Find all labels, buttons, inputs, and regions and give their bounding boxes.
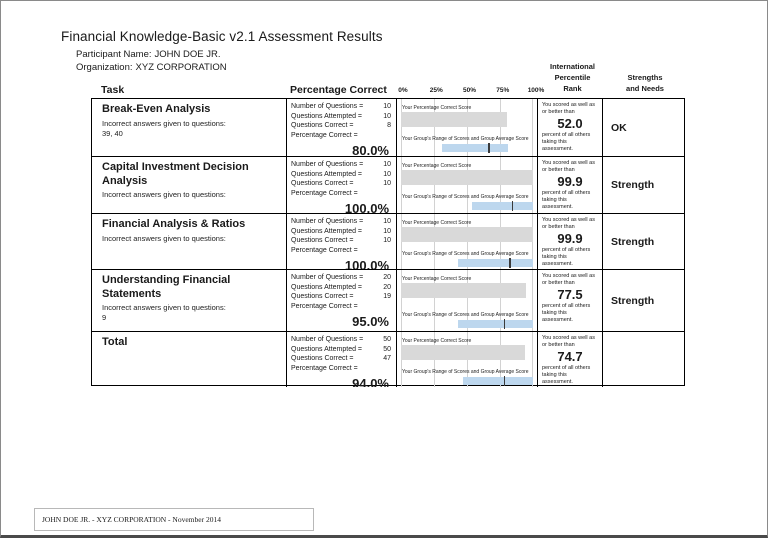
correct-label: Questions Correct =	[291, 180, 354, 187]
attempted-value: 20	[383, 283, 391, 291]
table-row	[92, 270, 684, 332]
attempted-value: 10	[383, 227, 391, 235]
num-questions-label: Number of Questions =	[291, 218, 364, 225]
percentile-suffix: percent of all others taking this assessment.	[542, 303, 591, 323]
percentile-suffix: percent of all others taking this assessment.	[542, 132, 591, 152]
group-average-marker	[512, 201, 514, 211]
attempted-value: 10	[383, 170, 391, 178]
correct-label: Questions Correct =	[291, 293, 354, 300]
task-name: Break-Even Analysis	[102, 103, 211, 115]
pct-correct-label: Percentage Correct =	[291, 246, 358, 254]
correct-label: Questions Correct =	[291, 237, 354, 244]
scores-cell	[287, 332, 397, 387]
attempted-label: Questions Attempted =	[291, 170, 363, 178]
percentile-value: 99.9	[557, 231, 583, 246]
num-questions-value: 10	[383, 103, 391, 110]
percentile-cell	[538, 157, 603, 213]
strength-cell: OK	[611, 121, 627, 134]
organization-line	[76, 62, 227, 73]
pct-correct-label: Percentage Correct =	[291, 189, 358, 197]
correct-value: 10	[383, 180, 391, 187]
pct-correct-label: Percentage Correct =	[291, 131, 358, 139]
table-row	[92, 332, 684, 387]
column-header-strengths-needs: Strengths and Needs	[626, 73, 664, 93]
table-row	[92, 157, 684, 214]
scores-cell	[287, 157, 397, 213]
table-row	[92, 99, 684, 157]
score-bar-label: Your Percentage Correct Score	[402, 276, 472, 282]
percentile-value: 77.5	[557, 287, 583, 302]
bar-chart-cell	[397, 99, 538, 156]
num-questions-label: Number of Questions =	[291, 274, 364, 281]
score-bar-label: Your Percentage Correct Score	[402, 220, 472, 226]
group-bar-label: Your Group's Range of Scores and Group Average Score	[402, 194, 529, 200]
task-name: Understanding Financial Statements	[102, 274, 231, 300]
percentile-suffix: percent of all others taking this assessment.	[542, 247, 591, 267]
percentile-prefix: You scored as well as or better than	[542, 273, 595, 286]
percentile-cell	[538, 332, 603, 387]
column-header-percentile-rank: International Percentile Rank	[549, 62, 595, 93]
score-bar-label: Your Percentage Correct Score	[402, 105, 472, 111]
score-bar-label: Your Percentage Correct Score	[402, 163, 472, 169]
num-questions-value: 50	[383, 336, 391, 343]
task-cell	[92, 332, 287, 387]
group-average-marker	[504, 376, 506, 386]
percentile-cell	[538, 214, 603, 269]
bar-chart-cell	[397, 157, 538, 213]
correct-value: 19	[383, 293, 391, 300]
participant-name: JOHN DOE JR.	[154, 49, 221, 60]
percentage-correct-value: 80.0%	[352, 143, 389, 156]
percentile-prefix: You scored as well as or better than	[542, 335, 595, 348]
percentile-prefix: You scored as well as or better than	[542, 217, 595, 230]
percentile-value: 74.7	[557, 349, 583, 364]
bar-chart-cell	[397, 332, 538, 387]
pct-correct-label: Percentage Correct =	[291, 364, 358, 372]
group-range-bar	[458, 259, 533, 267]
percentage-correct-value: 95.0%	[352, 314, 389, 329]
correct-value: 10	[383, 237, 391, 244]
incorrect-answers-label: Incorrect answers given to questions:	[102, 190, 226, 199]
task-cell	[92, 270, 287, 331]
attempted-value: 50	[383, 345, 391, 353]
num-questions-value: 10	[383, 218, 391, 225]
group-bar-label: Your Group's Range of Scores and Group Average Score	[402, 251, 529, 257]
score-bar	[401, 170, 533, 185]
participant-label: Participant Name:	[76, 49, 152, 60]
bar-chart-cell	[397, 270, 538, 331]
results-table	[91, 98, 685, 386]
table-row	[92, 214, 684, 270]
group-bar-label: Your Group's Range of Scores and Group Average Score	[402, 312, 529, 318]
task-name: Total	[102, 336, 128, 348]
correct-label: Questions Correct =	[291, 122, 354, 129]
attempted-label: Questions Attempted =	[291, 227, 363, 235]
scores-cell	[287, 214, 397, 269]
percentile-prefix: You scored as well as or better than	[542, 160, 595, 173]
percentile-cell	[538, 99, 603, 156]
task-name: Capital Investment Decision Analysis	[102, 161, 249, 187]
correct-value: 8	[387, 122, 391, 129]
axis-tick-75: 75%	[496, 87, 510, 94]
bar-chart-cell	[397, 214, 538, 269]
group-bar-label: Your Group's Range of Scores and Group Average Score	[402, 136, 529, 142]
task-cell	[92, 157, 287, 213]
strength-cell: Strength	[611, 235, 655, 248]
percentile-prefix: You scored as well as or better than	[542, 102, 595, 115]
participant-line	[76, 49, 221, 60]
group-range-bar	[458, 320, 533, 328]
score-bar	[401, 283, 526, 298]
correct-value: 47	[383, 355, 391, 362]
pct-correct-label: Percentage Correct =	[291, 302, 358, 310]
strength-cell: Strength	[611, 294, 655, 307]
percentage-correct-value: 100.0%	[344, 201, 389, 213]
column-header-percentage-correct: Percentage Correct	[290, 84, 387, 96]
percentage-correct-value: 100.0%	[344, 258, 389, 269]
column-header-task: Task	[101, 84, 125, 96]
strength-cell	[603, 332, 683, 387]
percentile-suffix: percent of all others taking this assessment.	[542, 190, 591, 210]
num-questions-label: Number of Questions =	[291, 103, 364, 110]
footer-box	[34, 508, 314, 531]
chart-axis	[398, 87, 545, 97]
scores-cell	[287, 99, 397, 156]
percentile-suffix: percent of all others taking this assessment.	[542, 365, 591, 385]
axis-tick-50: 50%	[462, 87, 477, 94]
group-bar-label: Your Group's Range of Scores and Group Average Score	[402, 369, 529, 375]
percentile-value: 99.9	[557, 174, 583, 189]
attempted-label: Questions Attempted =	[291, 345, 363, 353]
incorrect-answers-label: Incorrect answers given to questions:	[102, 233, 226, 243]
percentile-value: 52.0	[557, 116, 583, 131]
score-bar	[401, 227, 533, 242]
attempted-label: Questions Attempted =	[291, 112, 363, 120]
task-cell	[92, 99, 287, 156]
attempted-value: 10	[383, 112, 391, 120]
axis-tick-0: 0%	[398, 87, 408, 94]
num-questions-value: 10	[383, 161, 391, 168]
score-bar-label: Your Percentage Correct Score	[402, 338, 472, 344]
group-range-bar	[463, 377, 533, 385]
group-average-marker	[488, 143, 490, 153]
group-average-marker	[509, 258, 511, 268]
group-range-bar	[442, 144, 508, 152]
group-average-marker	[504, 319, 506, 329]
incorrect-answers-label: Incorrect answers given to questions:	[102, 118, 226, 128]
correct-label: Questions Correct =	[291, 355, 354, 362]
scores-cell	[287, 270, 397, 331]
incorrect-answers-list: 39, 40	[102, 128, 123, 138]
axis-tick-25: 25%	[429, 87, 443, 94]
task-cell	[92, 214, 287, 269]
num-questions-label: Number of Questions =	[291, 161, 364, 168]
group-range-bar	[472, 202, 533, 210]
strength-cell: Strength	[611, 179, 655, 191]
incorrect-answers-list: 9	[102, 313, 107, 322]
report-title: Financial Knowledge-Basic v2.1 Assessment Results	[61, 29, 383, 44]
organization-name: XYZ CORPORATION	[135, 62, 227, 73]
footer-text: JOHN DOE JR. - XYZ CORPORATION - November 2014	[42, 515, 221, 524]
num-questions-label: Number of Questions =	[291, 336, 364, 343]
score-bar	[401, 345, 525, 360]
num-questions-value: 20	[383, 274, 391, 281]
attempted-label: Questions Attempted =	[291, 283, 363, 291]
percentage-correct-value: 94.0%	[352, 376, 389, 387]
axis-tick-100: 100%	[527, 87, 545, 94]
organization-label: Organization:	[76, 62, 133, 73]
percentile-cell	[538, 270, 603, 331]
score-bar	[401, 112, 507, 127]
task-name: Financial Analysis & Ratios	[102, 218, 246, 230]
incorrect-answers-label: Incorrect answers given to questions:	[102, 303, 226, 312]
